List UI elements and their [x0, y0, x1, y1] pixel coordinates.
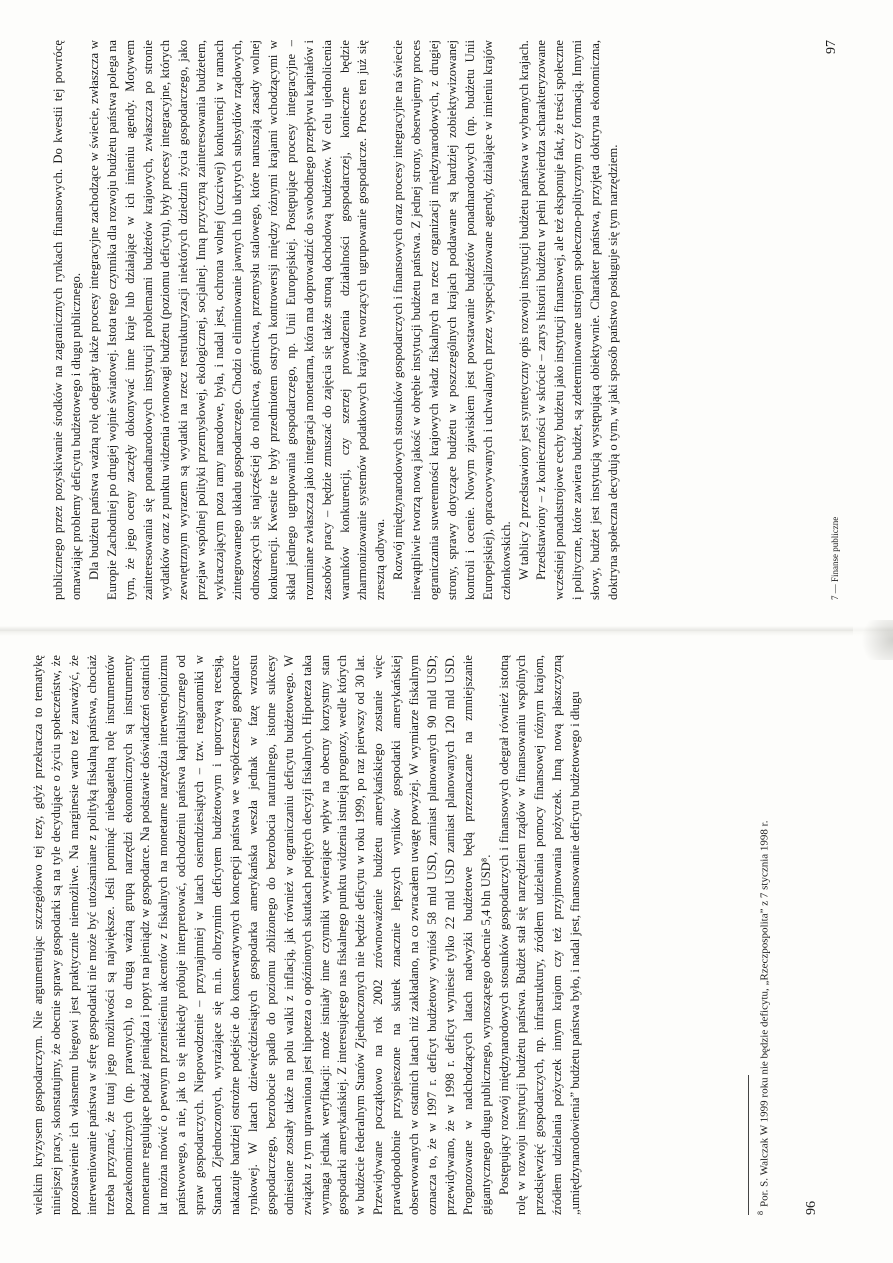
- paragraph: Postępujący rozwój międzynarodowych stosunków gospodarczych i finansowych odegrał również istotną rolę w rozwoju instytucji budżetu państwa. Budżet stał się narzędziem rządów w finansowaniu wspólnych przedsięwzięć gospodarczych, np. infrastruktury, źródłem udzielania pomocy finansowej różnym krajom, źródłem udzielania pożyczek innym krajom czy też przyjmowania pożyczek. Inną nową płaszczyzną „umiędzynarodowienia” budżetu państwa było, i nadal jest, finansowanie deficytu budżetowego i długu: [496, 655, 583, 1215]
- paragraph: wielkim kryzysem gospodarczym. Nie argumentując szczegółowo tej tezy, gdyż przekracza to tematykę niniejszej pracy, skonstatujmy, że obecnie sprawy gospodarki są na tyle decydujące o życiu społeczeństw, że pozostawienie ich własnemu biegowi jest praktycznie niemożliwe. Na marginesie warto też zauważyć, że interweniowanie państwa w sferę gospodarki nie może być utożsamiane z polityką fiskalną państwa, chociaż trzeba przyznać, że tutaj jego możliwości są największe. Jeśli pominąć niebagatelną rolę instrumentów pozaekonomicznych (np. prawnych), to drugą ważną grupą narzędzi ekonomicznych są instrumenty monetarne regulujące podaż pieniądza i popyt na pieniądz w gospodarce. Na podstawie doświadczeń ostatnich lat można mówić o pewnym przenieśieniu akcentów z fiskalnych na monetarne narzędzia interwencjonizmu państwowego, a nie, jak to się niekiedy próbuje interpretować, odchodzeniu państwa kapitalistycznego od spraw gospodarczych. Niepowodzenie – przynajmniej w latach osiemdziesiątych – tzw. reaganomiki w Stanach Zjednoczonych, wyrażające się m.in. olbrzymim deficytem budżetowym i uporczywą recesją, nakazuje bardziej ostrożne podejście do konserwatywnych koncepcji państwa we współczesnej gospodarce rynkowej. W latach dziewięćdziesiątych gospodarka amerykańska weszła jednak w fazę wzrostu gospodarczego, bezrobocie spadło do poziomu zbliżonego do bezrobocia naturalnego, istotne sukcesy odniesione zostały także na polu walki z inflacją, jak również w ograniczaniu deficytu budżetowego. W związku z tym uprawniona jest hipoteza o opóźnionych skutkach podjętych decyzji fiskalnych. Hipoteza taka wymaga jednak weryfikacji: może istniały inne czynniki wywierające wpływ na obecny korzystny stan gospodarki amerykańskiej. Z interesującego nas fiskalnego punktu widzenia istnieją prognozy, wedle których w budżecie federalnym Stanów Zjednoczonych nie będzie deficytu w roku 1999, po raz pierwszy od 30 lat. Przewidywane początkowo na rok 2002 zrównoważenie budżetu amerykańskiego zostanie więc prawdopodobnie przyspieszone na skutek znacznie lepszych wyników gospodarki amerykańskiej obserwowanych w ostatnich latach niż zakładano, na co zwracałem uwagę powyżej. W wymiarze fiskalnym oznacza to, że w 1997 r. deficyt budżetowy wyniósł 58 mld USD, zamiast planowanych 90 mld USD; przewidywano, że w 1998 r. deficyt wyniesie tylko 22 mld USD zamiast planowanych 120 mld USD. Prognozowane w nadchodzących latach nadwyżki budżetowe będą przeznaczane na zmniejszanie gigantycznego długu publicznego, wynoszącego obecnie 5,4 bln USD⁸.: [31, 655, 493, 1215]
- page-96: [30, 655, 830, 1215]
- page-97-body: [50, 40, 810, 600]
- paragraph: Rozwój międzynarodowych stosunków gospodarczych i finansowych oraz procesy integracyjne na świecie niewątpliwie tworzą nową jakość w obrębie instytucji budżetu państwa. Z jednej strony, obserwujemy proces ograniczania suwerenności krajowych władz fiskalnych na rzecz organizacji międzynarodowych, z drugiej strony, sprawy dotyczące budżetu w poszczególnych krajach poddawane są bardziej zobiektywizowanej kontroli i ocenie. Nowym zjawiskiem jest powstawanie budżetów ponadnarodowych (np. budżetu Unii Europejskiej), opracowywanych i uchwalanych przez wyspecjalizowane agendy, działające w imieniu krajów członkowskich.: [391, 40, 513, 600]
- page-97: [50, 40, 850, 600]
- footnote-rule: [748, 1075, 749, 1215]
- page-number: 96: [804, 1201, 819, 1215]
- book-gutter: [0, 626, 893, 636]
- footnote-text: Por. S. Walczak W 1999 roku nie będzie deficytu, „Rzeczpospolita” z 7 stycznia 1998 r.: [758, 820, 771, 1207]
- signature-mark: 7 — Finanse publiczne: [830, 516, 840, 600]
- paragraph: Dla budżetu państwa ważną rolę odegrały także procesy integracyjne zachodzące w świecie, zwłaszcza w Europie Zachodniej po drugiej wojnie światowej. Istota tego czynnika dla rozwoju budżetu państwa polega na tym, że jego oceny zaczęły dokonywać inne kraje lub działające w ich imieniu agendy. Motywem zainteresowania się ponadnarodowych instytucji problemami budżetów krajowych, zwłaszcza po stronie wydatków oraz z punktu widzenia równowagi budżetu (poziomu deficytu), były procesy integracyjne, których zewnętrznym wyrazem są wydatki na rzecz restrukturyzacji niektórych dziedzin życia gospodarczego, jako przejaw wspólnej polityki przemysłowej, ekologicznej, socjalnej. Inną przyczyną zainteresowania budżetem, wykraczającym poza ramy narodowe, była, i nadal jest, ochrona wolnej (uczciwej) konkurencji w ramach zintegrowanego układu gospodarczego. Chodzi o eliminowanie jawnych lub ukrytych subsydiów rządowych, odnoszących się najczęściej do rolnictwa, górnictwa, przemysłu stalowego, które naruszają zasady wolnej konkurencji. Kwestie te były przedmiotem ostrych kontrowersji między różnymi krajami wchodzącymi w skład jednego ugrupowania gospodarczego, np. Unii Europejskiej. Postępujące procesy integracyjne – rozumiane zwłaszcza jako integracja monetarna, która ma doprowadzić do swobodnego przepływu kapitałów i zasobów pracy – będzie zmuszać do zajęcia się także stroną dochodową budżetów. W celu ujednolicenia warunków konkurencji, czy szerzej prowadzenia działalności gospodarczej, konieczne będzie zharmonizowanie systemów podatkowych krajów tworzących ugrupowanie gospodarcze. Proces ten już się zresztą odbywa.: [86, 40, 388, 600]
- page-number: 97: [824, 40, 839, 54]
- paragraph: W tablicy 2 przedstawiony jest syntetyczny opis rozwoju instytucji budżetu państwa w wybranych krajach.: [516, 40, 531, 580]
- page-96-body: [30, 655, 744, 1215]
- paragraph: Przedstawiony – z konieczności w skrócie – zarys historii budżetu w pełni potwierdza scharakteryzowane wcześniej ponadustrojowe cechy budżetu jako instytucji finansowej, ale też eksponuje fakt, że treści społeczne i polityczne, które zawiera budżet, są zdeterminowane ustrojem społeczno-politycznym czy formacją. Innymi słowy, budżet jest instytucją występującą obiektywnie. Charakter państwa, przyjęta doktryna ekonomiczna, doktryna społeczna decydują o tym, w jaki sposób państwo posługuje się tym narzędziem.: [534, 40, 621, 600]
- paragraph: publicznego przez pozyskiwanie środków na zagranicznych rynkach finansowych. Do kwestii tej powrócę omawiając problemy deficytu budżetowego i długu publicznego.: [51, 40, 83, 600]
- scan-edge-shadow: [853, 620, 893, 660]
- footnote: [754, 655, 772, 1215]
- footnote-number: 8: [756, 1211, 765, 1215]
